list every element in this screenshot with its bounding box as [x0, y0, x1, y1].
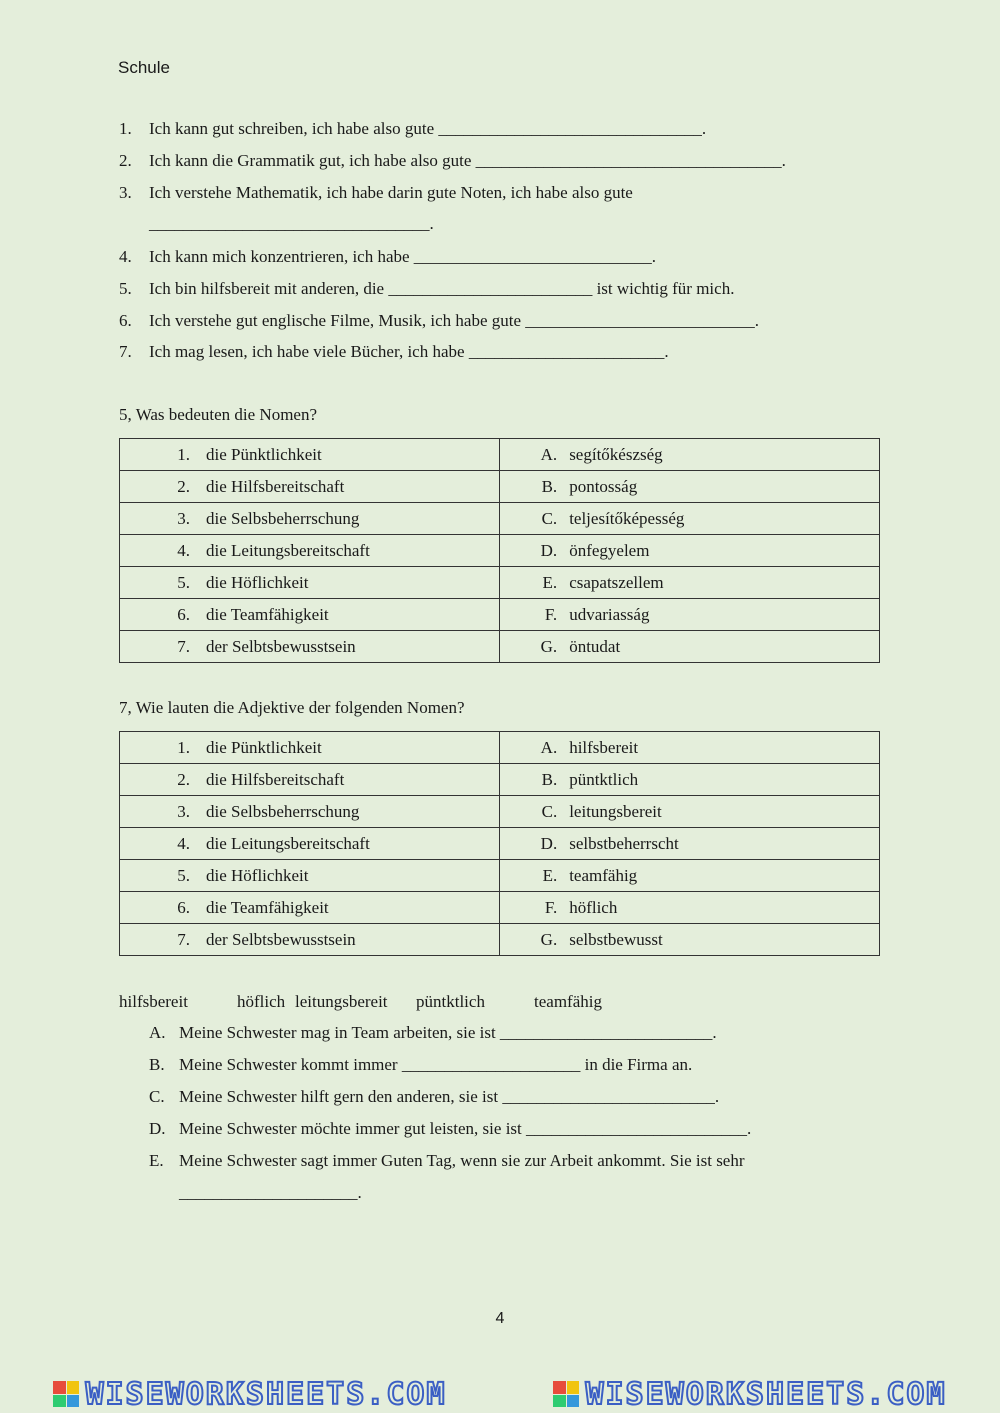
exercise-item	[119, 182, 633, 204]
sentence-text: Meine Schwester hilft gern den anderen, sie ist _________________________.	[179, 1087, 720, 1106]
answer-text: önfegyelem	[569, 540, 650, 560]
noun-cell	[120, 471, 500, 503]
table-row	[120, 892, 880, 924]
table-row	[120, 828, 880, 860]
row-number: 5.	[177, 572, 190, 592]
item-number: 5.	[119, 279, 132, 298]
sentence-text: Meine Schwester kommt immer _____________________ in die Firma an.	[179, 1055, 693, 1074]
item-text: Ich kann die Grammatik gut, ich habe also gute ____________________________________.	[149, 151, 786, 170]
answer-cell	[500, 599, 880, 631]
exercise-item	[119, 150, 786, 172]
sentence-item	[149, 1151, 745, 1171]
sentence-letter: D.	[149, 1119, 166, 1138]
answer-cell	[500, 631, 880, 663]
item-text: Ich verstehe gut englische Filme, Musik, ich habe gute ___________________________.	[149, 311, 760, 330]
row-letter: F.	[544, 604, 558, 624]
sentence-letter: E.	[149, 1151, 164, 1170]
item-text: Ich kann mich konzentrieren, ich habe ____________________________.	[149, 247, 657, 266]
answer-text: teljesítőképesség	[569, 508, 685, 528]
row-letter: B.	[541, 476, 558, 496]
item-text: Ich bin hilfsbereit mit anderen, die ________________________ ist wichtig für mich.	[149, 279, 735, 298]
noun-cell	[120, 732, 500, 764]
noun-cell	[120, 567, 500, 599]
item-number: 7.	[119, 342, 132, 361]
answer-cell	[500, 503, 880, 535]
table-row	[120, 732, 880, 764]
sentence-text: Meine Schwester sagt immer Guten Tag, wenn sie zur Arbeit ankommt. Sie ist sehr	[179, 1151, 745, 1170]
section-title: 5, Was bedeuten die Nomen?	[119, 405, 318, 424]
table-row	[120, 860, 880, 892]
sentence-item	[149, 1023, 717, 1043]
item-text: Ich verstehe Mathematik, ich habe darin gute Noten, ich habe also gute	[149, 183, 633, 202]
brand-text: WISEWORKSHEETS.COM	[585, 1376, 947, 1412]
table-row	[120, 439, 880, 471]
row-number: 4.	[177, 833, 190, 853]
table-row	[120, 924, 880, 956]
answer-cell	[500, 860, 880, 892]
brand-mark	[53, 1377, 446, 1412]
row-number: 1.	[177, 737, 190, 757]
answer-text: teamfähig	[569, 865, 638, 885]
item-number: 3.	[119, 183, 132, 202]
noun-text: die Leitungsbereitschaft	[206, 833, 370, 853]
brand-logo-icon	[53, 1381, 79, 1407]
row-number: 2.	[177, 476, 190, 496]
answer-text: udvariasság	[569, 604, 650, 624]
answer-text: höflich	[569, 897, 618, 917]
section-title: 7, Wie lauten die Adjektive der folgenden Nomen?	[119, 698, 465, 717]
row-letter: G.	[540, 636, 558, 656]
noun-cell	[120, 764, 500, 796]
answer-cell	[500, 439, 880, 471]
matching-table	[119, 438, 880, 663]
noun-text: die Leitungsbereitschaft	[206, 540, 370, 560]
row-letter: C.	[541, 508, 558, 528]
row-letter: A.	[540, 737, 558, 757]
answer-cell	[500, 796, 880, 828]
footer-watermark	[0, 1375, 1000, 1413]
sentence-item	[149, 1087, 719, 1107]
noun-cell	[120, 599, 500, 631]
noun-text: die Teamfähigkeit	[206, 897, 329, 917]
row-letter: F.	[544, 897, 558, 917]
noun-text: die Teamfähigkeit	[206, 604, 329, 624]
noun-text: der Selbtsbewusstsein	[206, 929, 356, 949]
exercise-item	[119, 246, 656, 268]
word-bank-item: hilfsbereit	[119, 992, 188, 1011]
noun-cell	[120, 860, 500, 892]
item-text: Ich mag lesen, ich habe viele Bücher, ich habe _______________________.	[149, 342, 669, 361]
sentence-item	[149, 1055, 692, 1075]
answer-text: selbstbeherrscht	[569, 833, 679, 853]
noun-cell	[120, 503, 500, 535]
row-letter: A.	[540, 444, 558, 464]
answer-cell	[500, 764, 880, 796]
noun-text: die Hilfsbereitschaft	[206, 476, 345, 496]
noun-text: die Pünktlichkeit	[206, 444, 322, 464]
word-bank-item: leitungsbereit	[295, 992, 388, 1011]
table-row	[120, 535, 880, 567]
exercise-item	[119, 341, 669, 363]
table-row	[120, 503, 880, 535]
sentence-letter: A.	[149, 1023, 166, 1042]
noun-cell	[120, 796, 500, 828]
row-letter: E.	[542, 572, 558, 592]
word-bank-item: püntktlich	[416, 992, 485, 1011]
matching-table	[119, 731, 880, 956]
noun-text: der Selbtsbewusstsein	[206, 636, 356, 656]
item-number: 4.	[119, 247, 132, 266]
row-number: 5.	[177, 865, 190, 885]
row-number: 1.	[177, 444, 190, 464]
noun-cell	[120, 828, 500, 860]
noun-text: die Selbsbeherrschung	[206, 801, 360, 821]
page-header: Schule	[118, 58, 170, 77]
word-bank-item: teamfähig	[534, 992, 602, 1011]
sentence-item	[149, 1119, 751, 1139]
answer-text: csapatszellem	[569, 572, 664, 592]
exercise-item	[119, 278, 734, 300]
answer-text: püntktlich	[569, 769, 639, 789]
item-number: 2.	[119, 151, 132, 170]
row-number: 2.	[177, 769, 190, 789]
noun-text: die Selbsbeherrschung	[206, 508, 360, 528]
row-number: 7.	[177, 636, 190, 656]
table-row	[120, 764, 880, 796]
answer-cell	[500, 567, 880, 599]
noun-cell	[120, 924, 500, 956]
row-number: 6.	[177, 897, 190, 917]
item-number: 6.	[119, 311, 132, 330]
row-number: 3.	[177, 508, 190, 528]
row-letter: D.	[540, 833, 558, 853]
row-number: 4.	[177, 540, 190, 560]
noun-text: die Pünktlichkeit	[206, 737, 322, 757]
answer-text: öntudat	[569, 636, 621, 656]
brand-logo-icon	[553, 1381, 579, 1407]
answer-cell	[500, 732, 880, 764]
table-row	[120, 796, 880, 828]
row-letter: G.	[540, 929, 558, 949]
row-number: 6.	[177, 604, 190, 624]
noun-cell	[120, 535, 500, 567]
sentence-letter: C.	[149, 1087, 165, 1106]
table-row	[120, 567, 880, 599]
noun-cell	[120, 631, 500, 663]
sentence-continuation: _____________________.	[179, 1183, 362, 1202]
row-letter: D.	[540, 540, 558, 560]
item-text: Ich kann gut schreiben, ich habe also gute _______________________________.	[149, 119, 707, 138]
noun-cell	[120, 892, 500, 924]
page-number: 4	[495, 1310, 505, 1327]
noun-text: die Hilfsbereitschaft	[206, 769, 345, 789]
row-letter: C.	[541, 801, 558, 821]
row-letter: B.	[541, 769, 558, 789]
item-number: 1.	[119, 119, 132, 138]
row-letter: E.	[542, 865, 558, 885]
answer-cell	[500, 924, 880, 956]
brand-text: WISEWORKSHEETS.COM	[85, 1376, 447, 1412]
table-row	[120, 631, 880, 663]
noun-cell	[120, 439, 500, 471]
exercise-item	[119, 118, 706, 140]
sentence-text: Meine Schwester mag in Team arbeiten, sie ist _________________________.	[179, 1023, 717, 1042]
sentence-letter: B.	[149, 1055, 165, 1074]
table-row	[120, 599, 880, 631]
answer-text: segítőkészség	[569, 444, 663, 464]
answer-cell	[500, 535, 880, 567]
sentence-text: Meine Schwester möchte immer gut leisten, sie ist __________________________.	[179, 1119, 752, 1138]
answer-cell	[500, 471, 880, 503]
answer-cell	[500, 828, 880, 860]
table-row	[120, 471, 880, 503]
answer-text: leitungsbereit	[569, 801, 662, 821]
answer-text: selbstbewusst	[569, 929, 663, 949]
item-continuation: _________________________________.	[149, 214, 434, 233]
brand-mark	[553, 1377, 946, 1412]
row-number: 7.	[177, 929, 190, 949]
row-number: 3.	[177, 801, 190, 821]
answer-text: pontosság	[569, 476, 638, 496]
word-bank-item: höflich	[237, 992, 286, 1011]
noun-text: die Höflichkeit	[206, 572, 309, 592]
answer-text: hilfsbereit	[569, 737, 639, 757]
answer-cell	[500, 892, 880, 924]
exercise-item	[119, 310, 759, 332]
noun-text: die Höflichkeit	[206, 865, 309, 885]
